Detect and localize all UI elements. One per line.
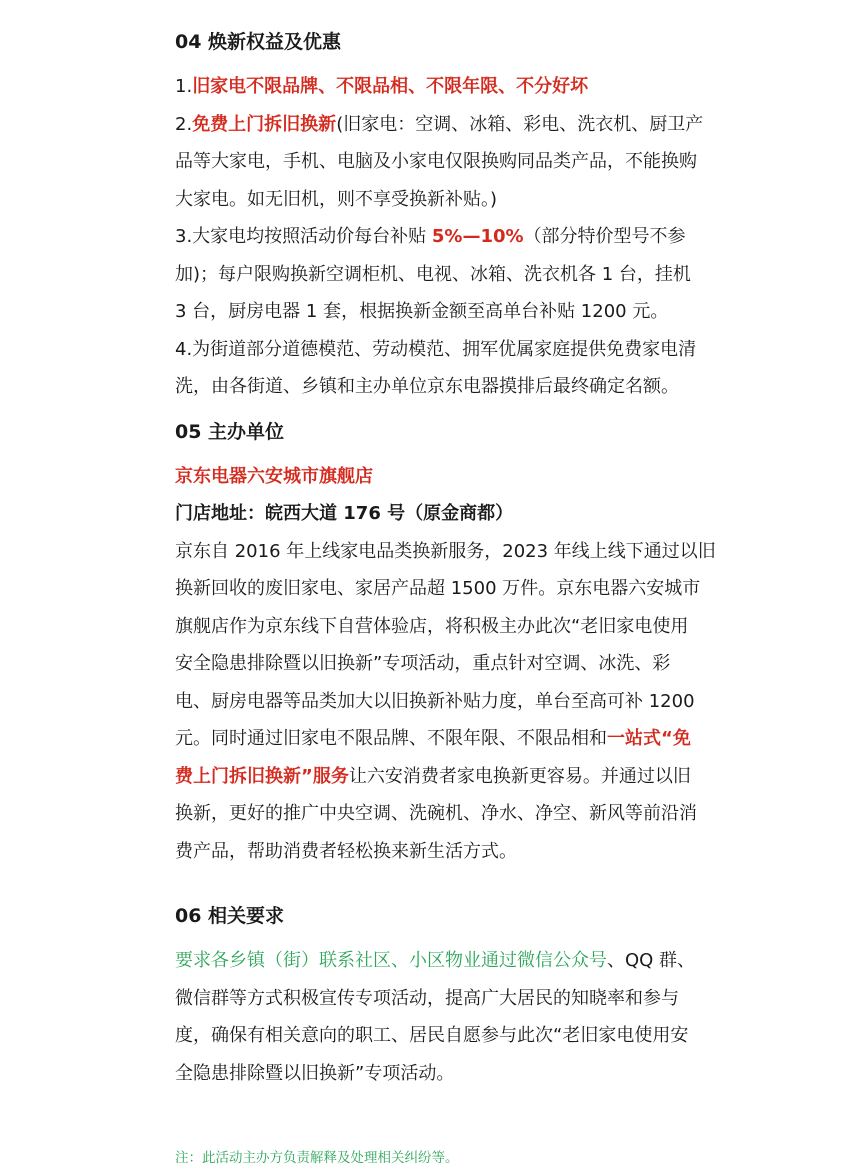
organizer-para-line-3: 旗舰店作为京东线下自营体验店，将积极主办此次“老旧家电使用 xyxy=(175,615,689,637)
requirements-line-2: 微信群等方式积极宣传专项活动，提高广大居民的知晓率和参与 xyxy=(175,987,679,1009)
para-text: 元。同时通过旧家电不限品牌、不限年限、不限品相和 xyxy=(175,728,607,749)
item-number: 2. xyxy=(175,113,193,135)
highlight-text: 要求各乡镇（街）联系社区、小区物业通过微信公众号 xyxy=(175,950,607,971)
organizer-para-line-6 xyxy=(175,720,691,758)
item-text: (旧家电：空调、冰箱、彩电、洗衣机、厨卫产 xyxy=(336,113,704,135)
subsidy-percent: 5%—10% xyxy=(431,226,524,247)
para-text: 、QQ 群、 xyxy=(607,950,696,971)
requirements-line-4: 全隐患排除暨以旧换新”专项活动。 xyxy=(175,1062,455,1084)
item-text: （部分特价型号不参 xyxy=(523,226,686,247)
section-06-title: 06 相关要求 xyxy=(175,905,285,927)
highlight-text: 一站式“免 xyxy=(607,728,691,749)
item-number: 1. xyxy=(175,76,193,97)
organizer-para-line-8: 换新，更好的推广中央空调、洗碗机、净水、净空、新风等前沿消 xyxy=(175,803,697,824)
highlight-text: 费上门拆旧换新”服务 xyxy=(175,765,349,787)
section-05-title: 05 主办单位 xyxy=(175,420,285,443)
benefit-item-3 xyxy=(175,218,686,256)
benefit-item-1 xyxy=(175,68,675,106)
highlight-text: 免费上门拆旧换新 xyxy=(192,113,337,135)
benefit-item-3-line-3: 3 台，厨房电器 1 套，根据换新金额至高单台补贴 1200 元。 xyxy=(175,301,669,322)
footnote: 注：此活动主办方负责解释及处理相关纠纷等。 xyxy=(175,1149,459,1166)
organizer-para-line-9: 费产品，帮助消费者轻松换来新生活方式。 xyxy=(175,840,517,862)
benefit-item-4: 4.为街道部分道德模范、劳动模范、拥军优属家庭提供免费家电清 xyxy=(175,338,697,360)
item-text: 3.大家电均按照活动价每台补贴 xyxy=(175,226,432,247)
section-04-title: 04 焕新权益及优惠 xyxy=(175,31,342,53)
requirements-line-1 xyxy=(175,942,696,980)
document-body xyxy=(175,26,716,1092)
benefit-item-3-line-2: 加)；每户限购换新空调柜机、电视、冰箱、洗衣机各 1 台，挂机 xyxy=(175,263,691,285)
benefit-item-4-line-2: 洗，由各街道、乡镇和主办单位京东电器摸排后最终确定名额。 xyxy=(175,376,679,397)
store-name: 京东电器六安城市旗舰店 xyxy=(175,465,373,487)
benefit-item-2 xyxy=(175,106,704,144)
store-address: 门店地址：皖西大道 176 号（原金商都） xyxy=(175,503,514,524)
benefit-item-2-line-2: 品等大家电，手机、电脑及小家电仅限换购同品类产品，不能换购 xyxy=(175,151,697,172)
organizer-para-line-4: 安全隐患排除暨以旧换新”专项活动，重点针对空调、冰洗、彩 xyxy=(175,653,671,674)
highlight-text: 旧家电不限品牌、不限品相、不限年限、不分好坏 xyxy=(192,76,589,97)
organizer-para-line-1: 京东自 2016 年上线家电品类换新服务，2023 年线上线下通过以旧 xyxy=(175,540,716,562)
organizer-para-line-7 xyxy=(175,758,691,796)
benefit-item-2-line-3: 大家电。如无旧机，则不享受换新补贴。) xyxy=(175,188,498,210)
para-text: 让六安消费者家电换新更容易。并通过以旧 xyxy=(348,765,691,787)
organizer-para-line-5: 电、厨房电器等品类加大以旧换新补贴力度，单台至高可补 1200 xyxy=(175,690,695,712)
organizer-para-line-2: 换新回收的废旧家电、家居产品超 1500 万件。京东电器六安城市 xyxy=(175,578,701,599)
requirements-line-3: 度，确保有相关意向的职工、居民自愿参与此次“老旧家电使用安 xyxy=(175,1025,689,1046)
